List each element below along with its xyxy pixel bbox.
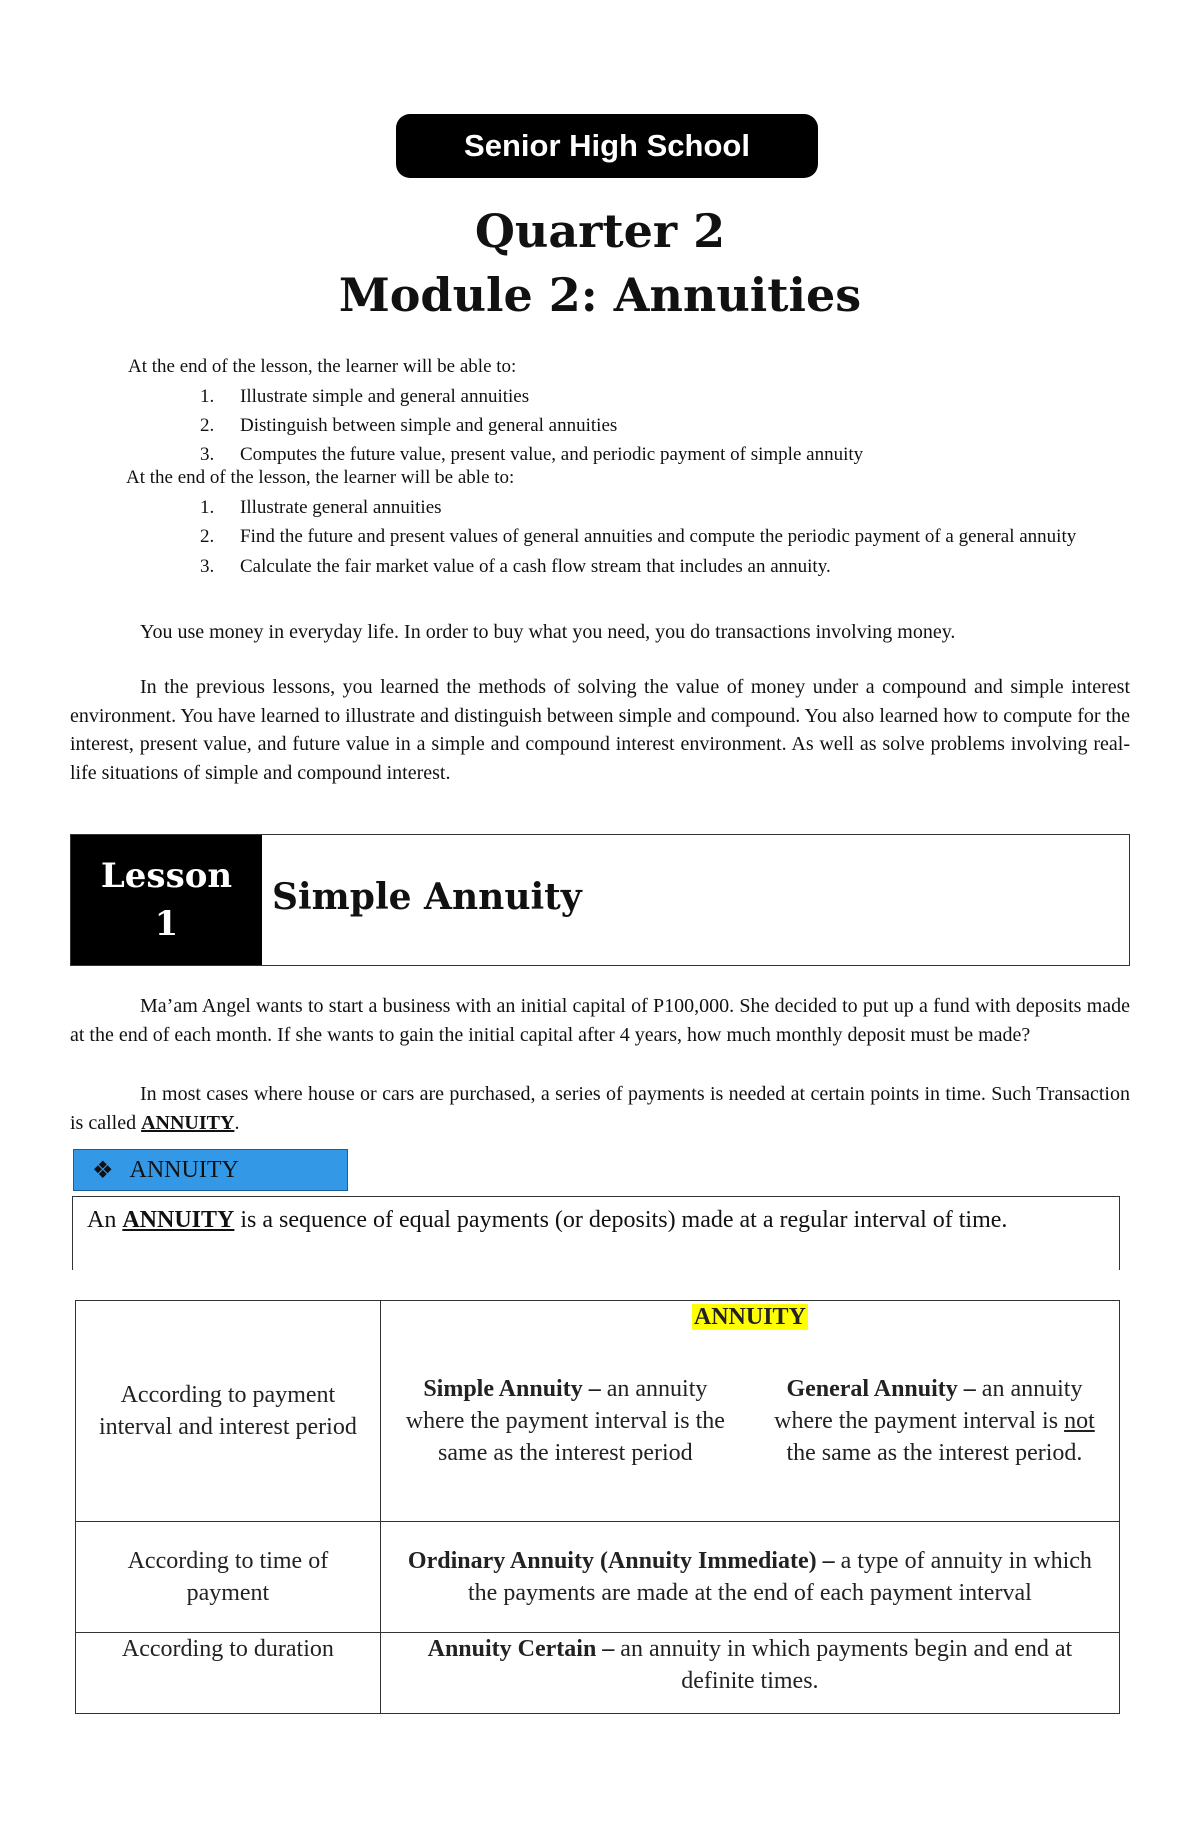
annuity-classification-table (75, 1300, 1120, 1714)
annuity-definition-box: An ANNUITY is a sequence of equal payments (or deposits) made at a regular interval of time. (72, 1196, 1120, 1270)
objective-item: 2. Find the future and present values of general annuities and compute the periodic payment of a general annuity (200, 526, 1077, 547)
row-label: According to time of payment (76, 1522, 381, 1633)
objectives-list-1 (200, 385, 1140, 472)
table-row (76, 1633, 1120, 1714)
level-badge: Senior High School (396, 114, 818, 178)
objectives-intro-1: At the end of the lesson, the learner will be able to: (128, 356, 517, 377)
objective-item: 1. Illustrate general annuities (200, 497, 442, 518)
objective-item: 3. Computes the future value, present value, and periodic payment of simple annuity (200, 444, 864, 465)
objective-item: 2. Distinguish between simple and general annuities (200, 415, 618, 436)
row-label: According to duration (76, 1633, 381, 1714)
annuity-header-label: ANNUITY (693, 1304, 806, 1330)
module-title: Module 2: Annuities (338, 268, 862, 322)
lesson-title: Simple Annuity (272, 876, 582, 918)
table-cell: Ordinary Annuity (Annuity Immediate) – a type of annuity in which the payments are made at the end of each payment interval (380, 1522, 1119, 1633)
objectives-list-2 (200, 496, 1120, 584)
table-header (380, 1301, 1119, 1334)
lesson-paragraph-1: Ma’am Angel wants to start a business with an initial capital of P100,000. She decided to put up a fund with deposits made at the end of each month. If she wants to gain the initial capital after 4 years, how much monthly deposit must be made? (70, 995, 1130, 1046)
objectives-intro-2: At the end of the lesson, the learner will be able to: (126, 467, 515, 488)
intro-paragraph-1: You use money in everyday life. In order to buy what you need, you do transactions involving money. (140, 621, 956, 643)
quarter-title: Quarter 2 (474, 204, 726, 258)
annuity-term: ANNUITY (141, 1111, 235, 1134)
row-label: According to payment interval and interest period (76, 1301, 381, 1522)
annuity-section-label: ANNUITY (129, 1156, 239, 1183)
table-row (76, 1522, 1120, 1633)
table-row (76, 1301, 1120, 1334)
definition-term: ANNUITY (122, 1207, 235, 1233)
diamond-bullet-icon: ❖ (92, 1157, 114, 1184)
lesson-word: Lesson (100, 856, 233, 896)
table-cell: Simple Annuity – an annuity where the payment interval is the same as the interest period (380, 1333, 750, 1522)
lesson-number: 1 (154, 904, 179, 944)
lesson-paragraph-2: In most cases where house or cars are purchased, a series of payments is needed at certain points in time. Such Transaction is called ANNUITY. (70, 1083, 1130, 1134)
table-cell: General Annuity – an annuity where the payment interval is not the same as the interest period. (750, 1333, 1120, 1522)
lesson-number-tag (71, 835, 262, 965)
objective-item: 3. Calculate the fair market value of a cash flow stream that includes an annuity. (200, 556, 831, 577)
table-cell: Annuity Certain – an annuity in which payments begin and end at definite times. (380, 1633, 1119, 1714)
objective-item: 1. Illustrate simple and general annuities (200, 386, 530, 407)
intro-paragraph-2: In the previous lessons, you learned the methods of solving the value of money under a compound and simple interest environment. You have learned to illustrate and distinguish between simple and compound. You also learned how to compute for the interest, present value, and future value in a simple and compound interest environment. As well as solve problems involving real-life situations of simple and compound interest. (70, 676, 1130, 784)
annuity-section-tag (73, 1149, 348, 1191)
